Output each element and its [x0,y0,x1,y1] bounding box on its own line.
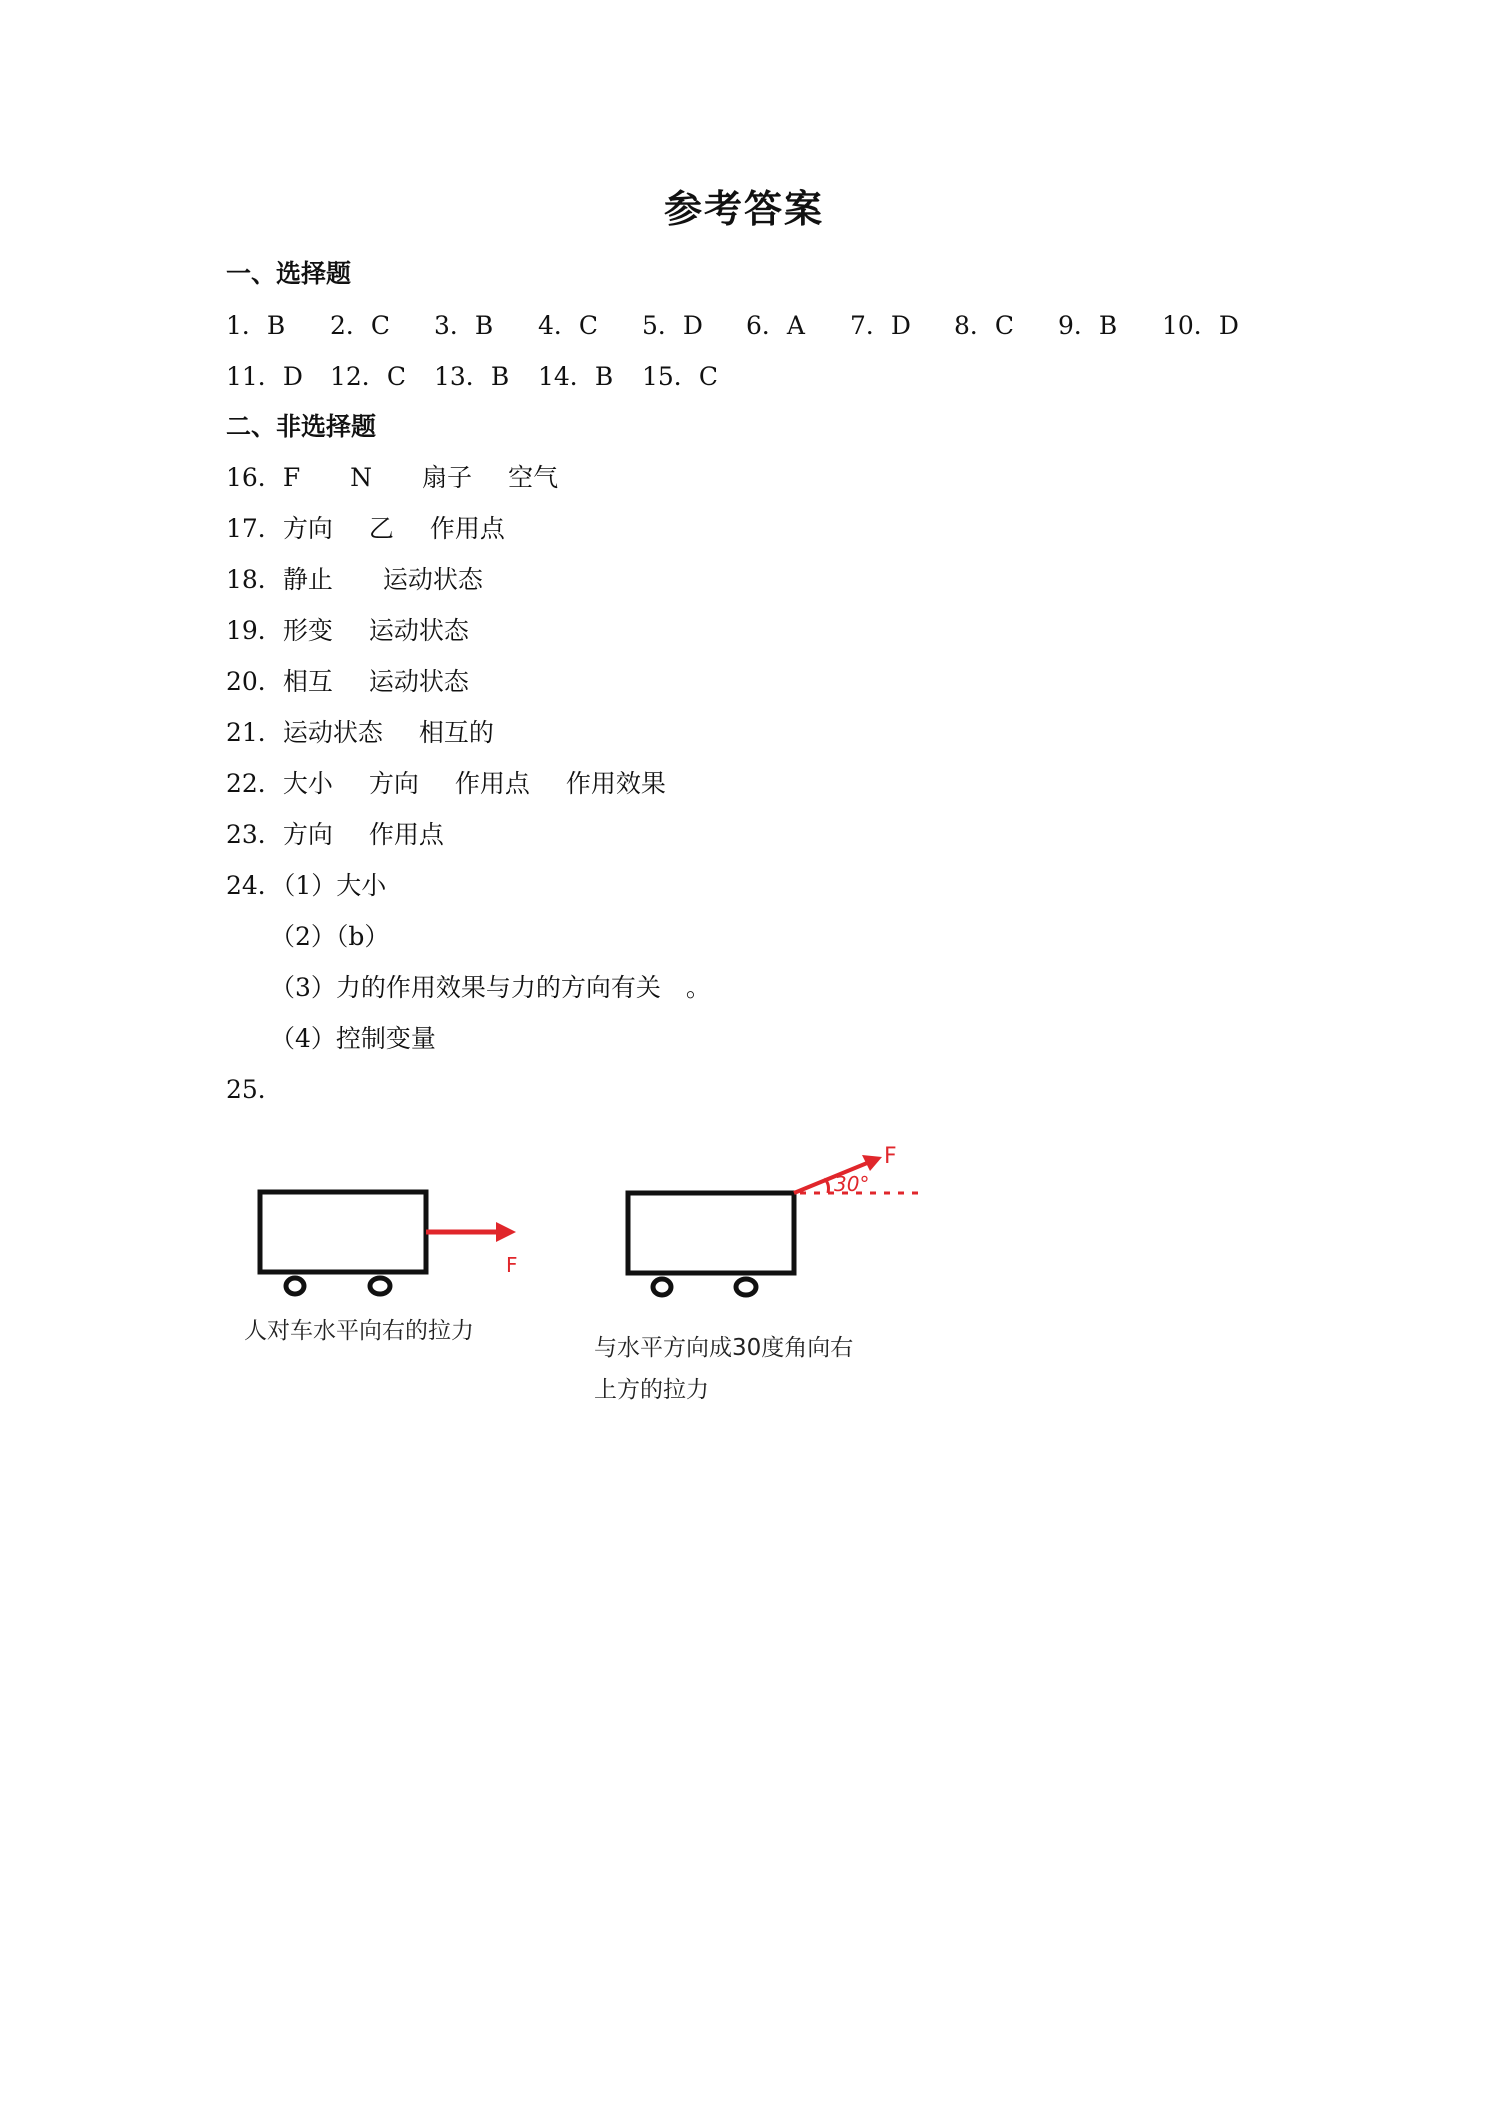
mc-answer-15: 15．C [642,362,718,391]
mc-answer-5: 5．D [642,311,703,340]
answer-17: 17．方向 乙 作用点 [226,514,505,543]
figure-caption-line-2: 上方的拉力 [594,1377,709,1403]
answer-23: 23．方向 作用点 [226,820,444,849]
answer-16: 16．F N 扇子 空气 [226,463,559,492]
cart-wheel-right [370,1278,390,1294]
mc-answer-13: 13．B [434,362,510,391]
section-heading-nonchoice: 二、非选择题 [226,412,377,441]
mc-answer-8: 8．C [954,311,1015,340]
angle-label: 30° [834,1172,870,1196]
answer-24-part-3: （3）力的作用效果与力的方向有关 。 [270,973,711,1002]
mc-answer-14: 14．B [538,362,614,391]
page-title: 参考答案 [663,186,824,231]
figure-caption-line-1: 与水平方向成30度角向右 [594,1335,854,1361]
figure-caption: 人对车水平向右的拉力 [244,1318,474,1344]
cart-wheel-left [653,1279,671,1295]
answer-22: 22．大小 方向 作用点 作用效果 [226,769,666,798]
section-heading-choice: 一、选择题 [226,259,352,288]
mc-answer-10: 10．D [1162,311,1239,340]
answer-24: 24．（1）大小 [226,871,387,900]
force-arrow-head [496,1222,516,1242]
cart-wheel-left [286,1278,304,1294]
answer-20: 20．相互 运动状态 [226,667,469,696]
answer-24-part-2: （2）（b） [270,922,390,951]
figure-cart-horizontal-force [230,1170,550,1370]
mc-answer-3: 3．B [434,311,494,340]
figure-cart-angled-force [590,1135,930,1415]
cart-body [260,1192,426,1272]
angle-arc [824,1179,829,1193]
mc-answer-2: 2．C [330,311,391,340]
mc-answer-9: 9．B [1058,311,1118,340]
mc-answer-12: 12．C [330,362,406,391]
answer-24-part-4: （4）控制变量 [270,1024,436,1053]
answer-21: 21．运动状态 相互的 [226,718,494,747]
answer-18: 18．静止 运动状态 [226,565,483,594]
force-label: F [884,1144,897,1169]
force-label: F [506,1253,518,1277]
answer-19: 19．形变 运动状态 [226,616,469,645]
mc-answer-4: 4．C [538,311,599,340]
mc-answer-7: 7．D [850,311,911,340]
mc-answer-11: 11．D [226,362,303,391]
answer-25: 25． [226,1075,283,1104]
cart-body [628,1193,794,1273]
mc-answer-6: 6．A [746,311,805,340]
mc-answer-1: 1．B [226,311,286,340]
cart-wheel-right [736,1279,756,1295]
